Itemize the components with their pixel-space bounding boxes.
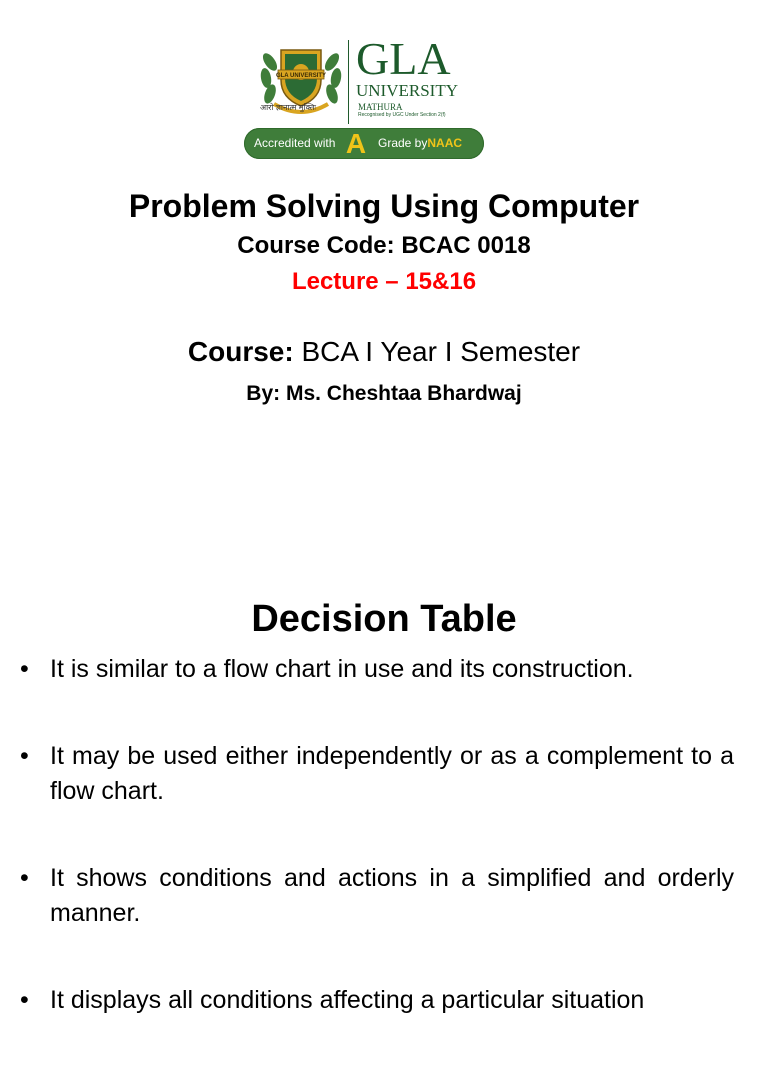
bullet-icon: • xyxy=(20,986,29,1014)
gla-university-logo xyxy=(244,33,484,162)
bullet-list xyxy=(20,652,734,1070)
list-item xyxy=(20,861,734,931)
course-info xyxy=(0,336,768,368)
logo-city: MATHURA xyxy=(358,102,403,112)
badge-naac: NAAC xyxy=(427,136,463,150)
list-item xyxy=(20,983,734,1018)
naac-accreditation-badge xyxy=(244,128,484,159)
course-title: Problem Solving Using Computer xyxy=(128,188,640,224)
logo-university: UNIVERSITY xyxy=(356,81,458,100)
list-item xyxy=(20,652,734,687)
badge-grade: A xyxy=(345,128,367,159)
section-heading: Decision Table xyxy=(251,598,517,640)
bullet-icon: • xyxy=(20,742,29,770)
author: By: Ms. Cheshtaa Bhardwaj xyxy=(246,382,522,405)
svg-text:GLA UNIVERSITY: GLA UNIVERSITY xyxy=(275,73,327,79)
logo-name: GLA xyxy=(356,33,451,84)
bullet-icon: • xyxy=(20,864,29,892)
logo-divider xyxy=(348,40,349,124)
lecture-number: Lecture – 15&16 xyxy=(291,268,477,295)
bullet-text: It shows conditions and actions in a simplified and orderly manner. xyxy=(50,864,734,927)
course-label: Course: xyxy=(187,336,294,367)
bullet-text: It is similar to a flow chart in use and its construction. xyxy=(50,655,634,683)
bullet-text: It may be used either independently or as a complement to a flow chart. xyxy=(50,742,734,805)
course-value: BCA I Year I Semester xyxy=(293,336,581,367)
list-item xyxy=(20,739,734,809)
badge-right-text: Grade byNAAC xyxy=(378,136,463,150)
logo-recognition: Recognised by UGC Under Section 2(f) xyxy=(358,112,446,118)
bullet-icon: • xyxy=(20,655,29,683)
badge-left-text: Accredited with xyxy=(254,136,336,150)
bullet-text: It displays all conditions affecting a particular situation xyxy=(50,986,645,1014)
motto-text: आरो ज्ञानात्म मुक्तिः xyxy=(260,103,317,112)
course-code: Course Code: BCAC 0018 xyxy=(237,232,531,259)
university-emblem-icon xyxy=(256,40,346,138)
